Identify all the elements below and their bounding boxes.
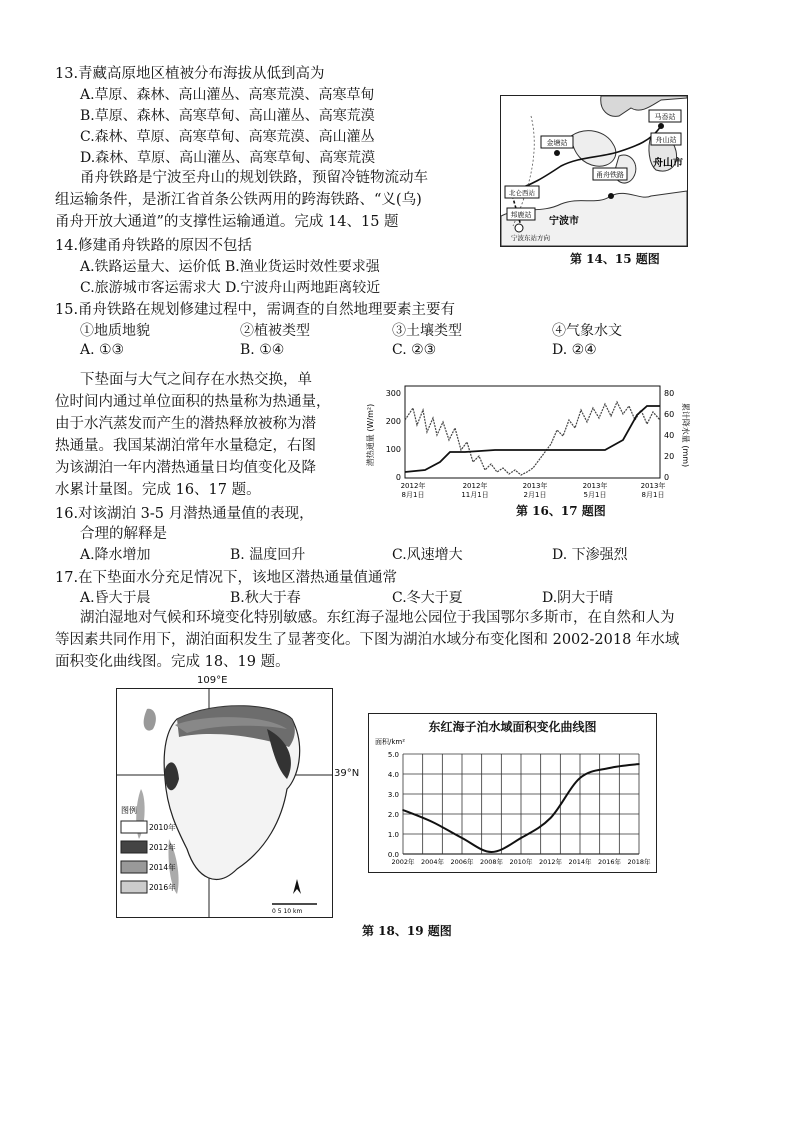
q15-stem: 15.甬舟铁路在规划修建过程中，需调查的自然地理要素主要有 xyxy=(55,302,456,318)
q16-stem: 16.对该湖泊 3-5 月潜热通量值的表现， xyxy=(55,506,314,522)
label-ningbo-east: 宁波东站方向 xyxy=(511,234,550,242)
lake-area-ylabel: 面积/km² xyxy=(375,738,406,746)
q13-stem: 13.青藏高原地区植被分布海拔从低到高为 xyxy=(55,66,325,82)
q16-stem-2: 合理的解释是 xyxy=(80,526,167,542)
intro14-line3: 甬舟开放大通道”的支撑性运输通道。完成 14、15 题 xyxy=(55,214,399,230)
q13-option-a: A.草原、森林、高山灌丛、高寒荒漠、高寒草甸 xyxy=(80,87,375,103)
intro16-line2: 位时间内通过单位面积的热量称为热通量， xyxy=(55,394,331,410)
area-point-2018 xyxy=(638,763,640,765)
chart1617-caption: 第 16、17 题图 xyxy=(516,504,606,518)
xtick-label: 2014年 xyxy=(568,858,592,866)
latent-heat-chart xyxy=(365,380,690,500)
label-beilun-west: 北仑西站 xyxy=(509,189,535,197)
area-point-2002 xyxy=(402,809,404,811)
area-point-2016 xyxy=(609,767,611,769)
q14-options-cd: C.旅游城市客运需求大 D.宁波舟山两地距离较近 xyxy=(80,280,381,296)
xtick-label: 2016年 xyxy=(597,858,622,866)
lake-area-chart xyxy=(368,713,657,873)
label-jintang-station: 金塘站 xyxy=(546,139,568,147)
latent-heat-chart-drawing xyxy=(365,380,690,500)
north-arrow-icon xyxy=(293,879,301,894)
ytick-left-0: 0 xyxy=(395,473,401,482)
ytick-left-200: 200 xyxy=(385,417,401,426)
label-ningbo-city: 宁波市 xyxy=(549,216,579,227)
xtick-4-date: 5月1日 xyxy=(583,491,607,499)
q17-option-c: C.冬大于夏 xyxy=(392,590,463,606)
intro18-line2: 等因素共同作用下，湖泊面积发生了显著变化。下图为湖泊水域分布变化图和 2002-2018 年水域 xyxy=(55,632,680,648)
q14-options-ab: A.铁路运量大、运价低 B.渔业货运时效性要求强 xyxy=(80,259,380,275)
q16-option-a: A.降水增加 xyxy=(80,547,151,563)
ytick-right-80: 80 xyxy=(664,389,675,398)
intro16-line1: 下垫面与大气之间存在水热交换，单 xyxy=(80,372,312,388)
ytick-left-300: 300 xyxy=(385,389,401,398)
area-point-2008 xyxy=(491,851,493,853)
legend-2016: 2016年 xyxy=(149,883,176,892)
q15-option-a: A. ①③ xyxy=(80,342,125,358)
map1415-caption: 第 14、15 题图 xyxy=(570,252,660,266)
xtick-5-year: 2013年 xyxy=(640,482,666,490)
lat-label: 39°N xyxy=(334,768,360,779)
area-point-2010 xyxy=(520,837,522,839)
label-zhoushan-city: 舟山市 xyxy=(653,158,683,169)
lake-map xyxy=(116,688,333,918)
q17-option-b: B.秋大于春 xyxy=(230,590,301,606)
label-banglu-station: 邦鹿站 xyxy=(510,211,532,219)
legend-2014: 2014年 xyxy=(149,863,176,872)
ytick-right-0: 0 xyxy=(664,473,670,482)
q14-stem: 14.修建甬舟铁路的原因不包括 xyxy=(55,238,253,254)
area-point-2004 xyxy=(432,821,434,823)
q15-item-3: ③土壤类型 xyxy=(392,323,462,339)
ytick-label: 5.0 xyxy=(387,751,399,759)
intro16-line6: 水累计量图。完成 16、17 题。 xyxy=(55,482,261,498)
q17-stem: 17.在下垫面水分充足情况下，该地区潜热通量值通常 xyxy=(55,570,398,586)
q15-item-4: ④气象水文 xyxy=(552,323,622,339)
q15-option-b: B. ①④ xyxy=(240,342,285,358)
q15-item-2: ②植被类型 xyxy=(240,323,310,339)
xtick-label: 2002年 xyxy=(391,858,415,866)
ytick-label: 4.0 xyxy=(387,771,399,779)
intro14-line2: 组运输条件，是浙江省首条公铁两用的跨海铁路、“义(乌) xyxy=(55,192,422,208)
ylabel-right: 累计降水量 (mm) xyxy=(681,402,690,468)
q16-option-c: C.风速增大 xyxy=(392,547,463,563)
q15-option-c: C. ②③ xyxy=(392,342,437,358)
q15-item-1: ①地质地貌 xyxy=(80,323,150,339)
lake-figure-caption: 第 18、19 题图 xyxy=(362,924,452,938)
ytick-right-60: 60 xyxy=(664,410,675,419)
area-point-2014 xyxy=(579,777,581,779)
q13-option-b: B.草原、森林、高寒草甸、高山灌丛、高寒荒漠 xyxy=(80,108,375,124)
q16-option-d: D. 下渗强烈 xyxy=(552,547,628,563)
intro16-line3: 由于水汽蒸发而产生的潜热释放被称为潜 xyxy=(55,416,316,432)
ytick-label: 3.0 xyxy=(387,791,399,799)
q17-option-d: D.阴大于晴 xyxy=(542,590,614,606)
ylabel-left: 潜热通量 (W/m²) xyxy=(366,403,375,467)
xtick-label: 2008年 xyxy=(479,858,504,866)
xtick-label: 2018年 xyxy=(627,858,651,866)
q13-option-c: C.森林、草原、高寒草甸、高寒荒漠、高山灌丛 xyxy=(80,129,375,145)
xtick-4-year: 2013年 xyxy=(582,482,608,490)
ytick-right-20: 20 xyxy=(664,452,675,461)
xtick-label: 2010年 xyxy=(509,858,533,866)
ytick-left-100: 100 xyxy=(385,445,401,454)
xtick-3-year: 2013年 xyxy=(522,482,548,490)
lake-area-chart-title: 东红海子泊水域面积变化曲线图 xyxy=(428,720,597,734)
xtick-label: 2004年 xyxy=(420,858,445,866)
ytick-label: 1.0 xyxy=(387,831,399,839)
lake-map-drawing xyxy=(117,689,332,917)
scale-bar: 0 5 10 km xyxy=(272,908,303,915)
xtick-1-year: 2012年 xyxy=(400,482,426,490)
xtick-label: 2012年 xyxy=(538,858,563,866)
label-zhoushan-station: 舟山站 xyxy=(655,136,677,144)
intro18-line3: 面积变化曲线图。完成 18、19 题。 xyxy=(55,654,290,670)
label-maao-station: 马岙站 xyxy=(654,113,676,121)
ytick-label: 0.0 xyxy=(387,851,399,859)
map-legend xyxy=(121,805,176,893)
q15-option-d: D. ②④ xyxy=(552,342,597,358)
legend-2012: 2012年 xyxy=(149,843,176,852)
q13-option-d: D.森林、草原、高山灌丛、高寒草甸、高寒荒漠 xyxy=(80,150,376,166)
lake-area-plot xyxy=(369,714,656,872)
xtick-2-date: 11月1日 xyxy=(461,491,489,499)
xtick-1-date: 8月1日 xyxy=(401,491,425,499)
q16-option-b: B. 温度回升 xyxy=(230,547,306,563)
xtick-3-date: 2月1日 xyxy=(523,491,547,499)
area-point-2012 xyxy=(550,817,552,819)
ytick-right-40: 40 xyxy=(664,431,675,440)
q17-option-a: A.昏大于晨 xyxy=(80,590,151,606)
xtick-5-date: 8月1日 xyxy=(641,491,665,499)
railway-map xyxy=(500,95,688,247)
label-yongzhou-railway: 甬舟铁路 xyxy=(596,171,624,179)
ytick-label: 2.0 xyxy=(387,811,399,819)
area-point-2006 xyxy=(461,837,463,839)
intro16-line5: 为该湖泊一年内潜热通量日均值变化及降 xyxy=(55,460,316,476)
intro18-line1: 湖泊湿地对气候和环境变化特别敏感。东红海子湿地公园位于我国鄂尔多斯市，在自然和人为 xyxy=(80,610,675,626)
intro14-line1: 甬舟铁路是宁波至舟山的规划铁路，预留冷链物流动车 xyxy=(80,170,428,186)
legend-2010: 2010年 xyxy=(149,823,176,832)
legend-title: 图例 xyxy=(121,806,137,815)
xtick-label: 2006年 xyxy=(450,858,474,866)
lon-label: 109°E xyxy=(197,675,228,686)
intro16-line4: 热通量。我国某湖泊常年水量稳定，右图 xyxy=(55,438,316,454)
railway-map-drawing xyxy=(501,96,687,246)
xtick-2-year: 2012年 xyxy=(462,482,488,490)
